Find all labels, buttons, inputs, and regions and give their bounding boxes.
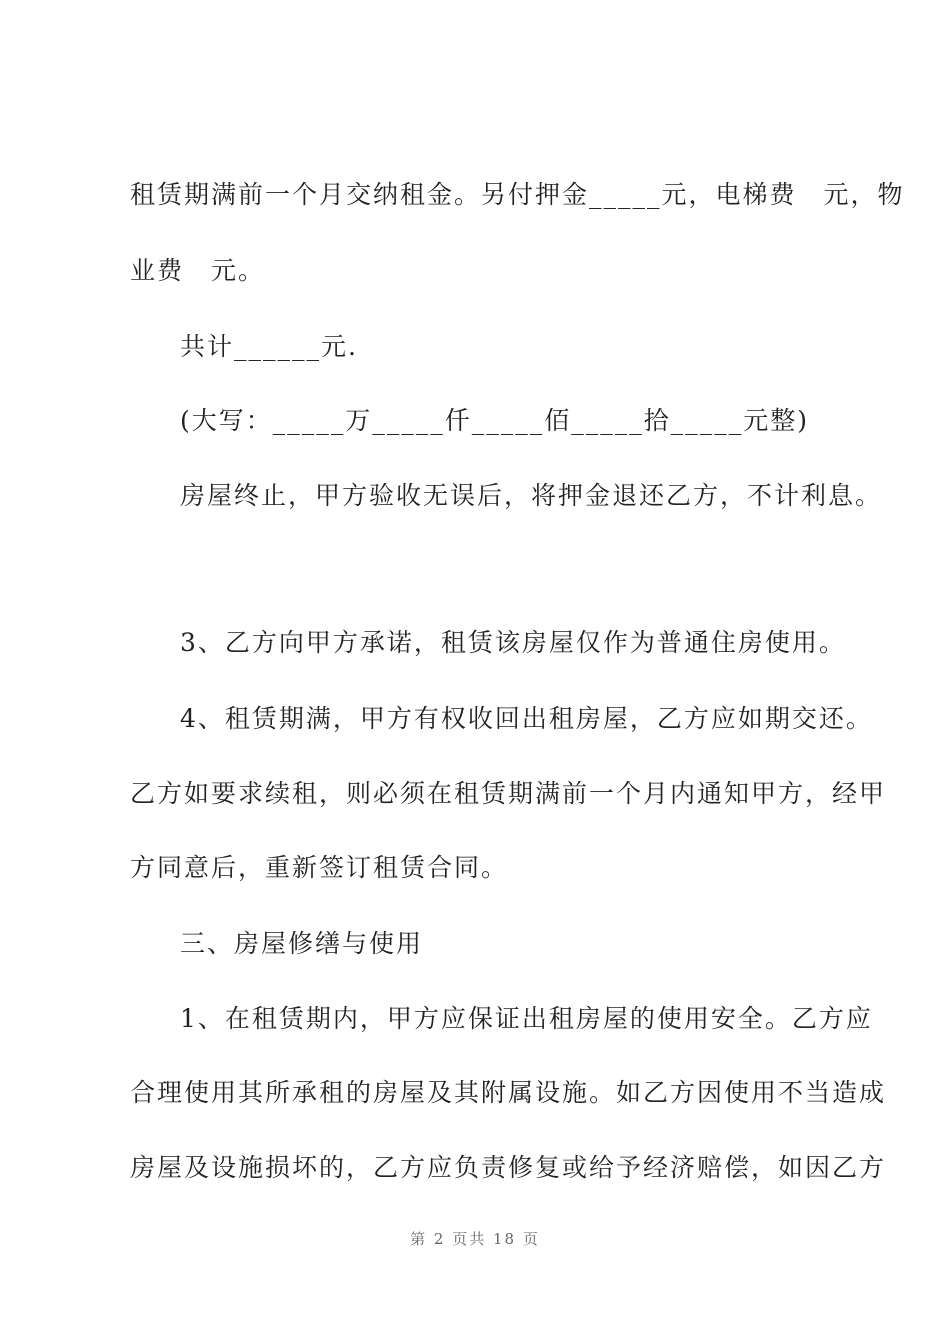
- paragraph-line: 租赁期满前一个月交纳租金。另付押金_____元，电梯费 元，物: [130, 180, 905, 209]
- paragraph-line: 1、在租赁期内，甲方应保证出租房屋的使用安全。乙方应: [180, 1004, 873, 1033]
- paragraph-line: 房屋及设施损坏的，乙方应负责修复或给予经济赔偿，如因乙方: [130, 1153, 887, 1182]
- paragraph-line: 房屋终止，甲方验收无误后，将押金退还乙方，不计利息。: [180, 481, 883, 510]
- paragraph-line: 共计______元.: [180, 332, 358, 361]
- paragraph-line: 合理使用其所承租的房屋及其附属设施。如乙方因使用不当造成: [130, 1078, 887, 1107]
- paragraph-line: 乙方如要求续租，则必须在租赁期满前一个月内通知甲方，经甲: [130, 779, 887, 808]
- paragraph-line: 方同意后，重新签订租赁合同。: [130, 853, 509, 882]
- paragraph-line: (大写：_____万_____仟_____佰_____拾_____元整): [180, 406, 810, 435]
- paragraph-line: 业费 元。: [130, 256, 266, 285]
- paragraph-line: 4、租赁期满，甲方有权收回出租房屋，乙方应如期交还。: [180, 704, 873, 733]
- section-heading: 三、房屋修缮与使用: [180, 929, 424, 958]
- page-number-footer: 第 2 页共 18 页: [410, 1230, 540, 1248]
- paragraph-line: 3、乙方向甲方承诺，租赁该房屋仅作为普通住房使用。: [180, 628, 846, 657]
